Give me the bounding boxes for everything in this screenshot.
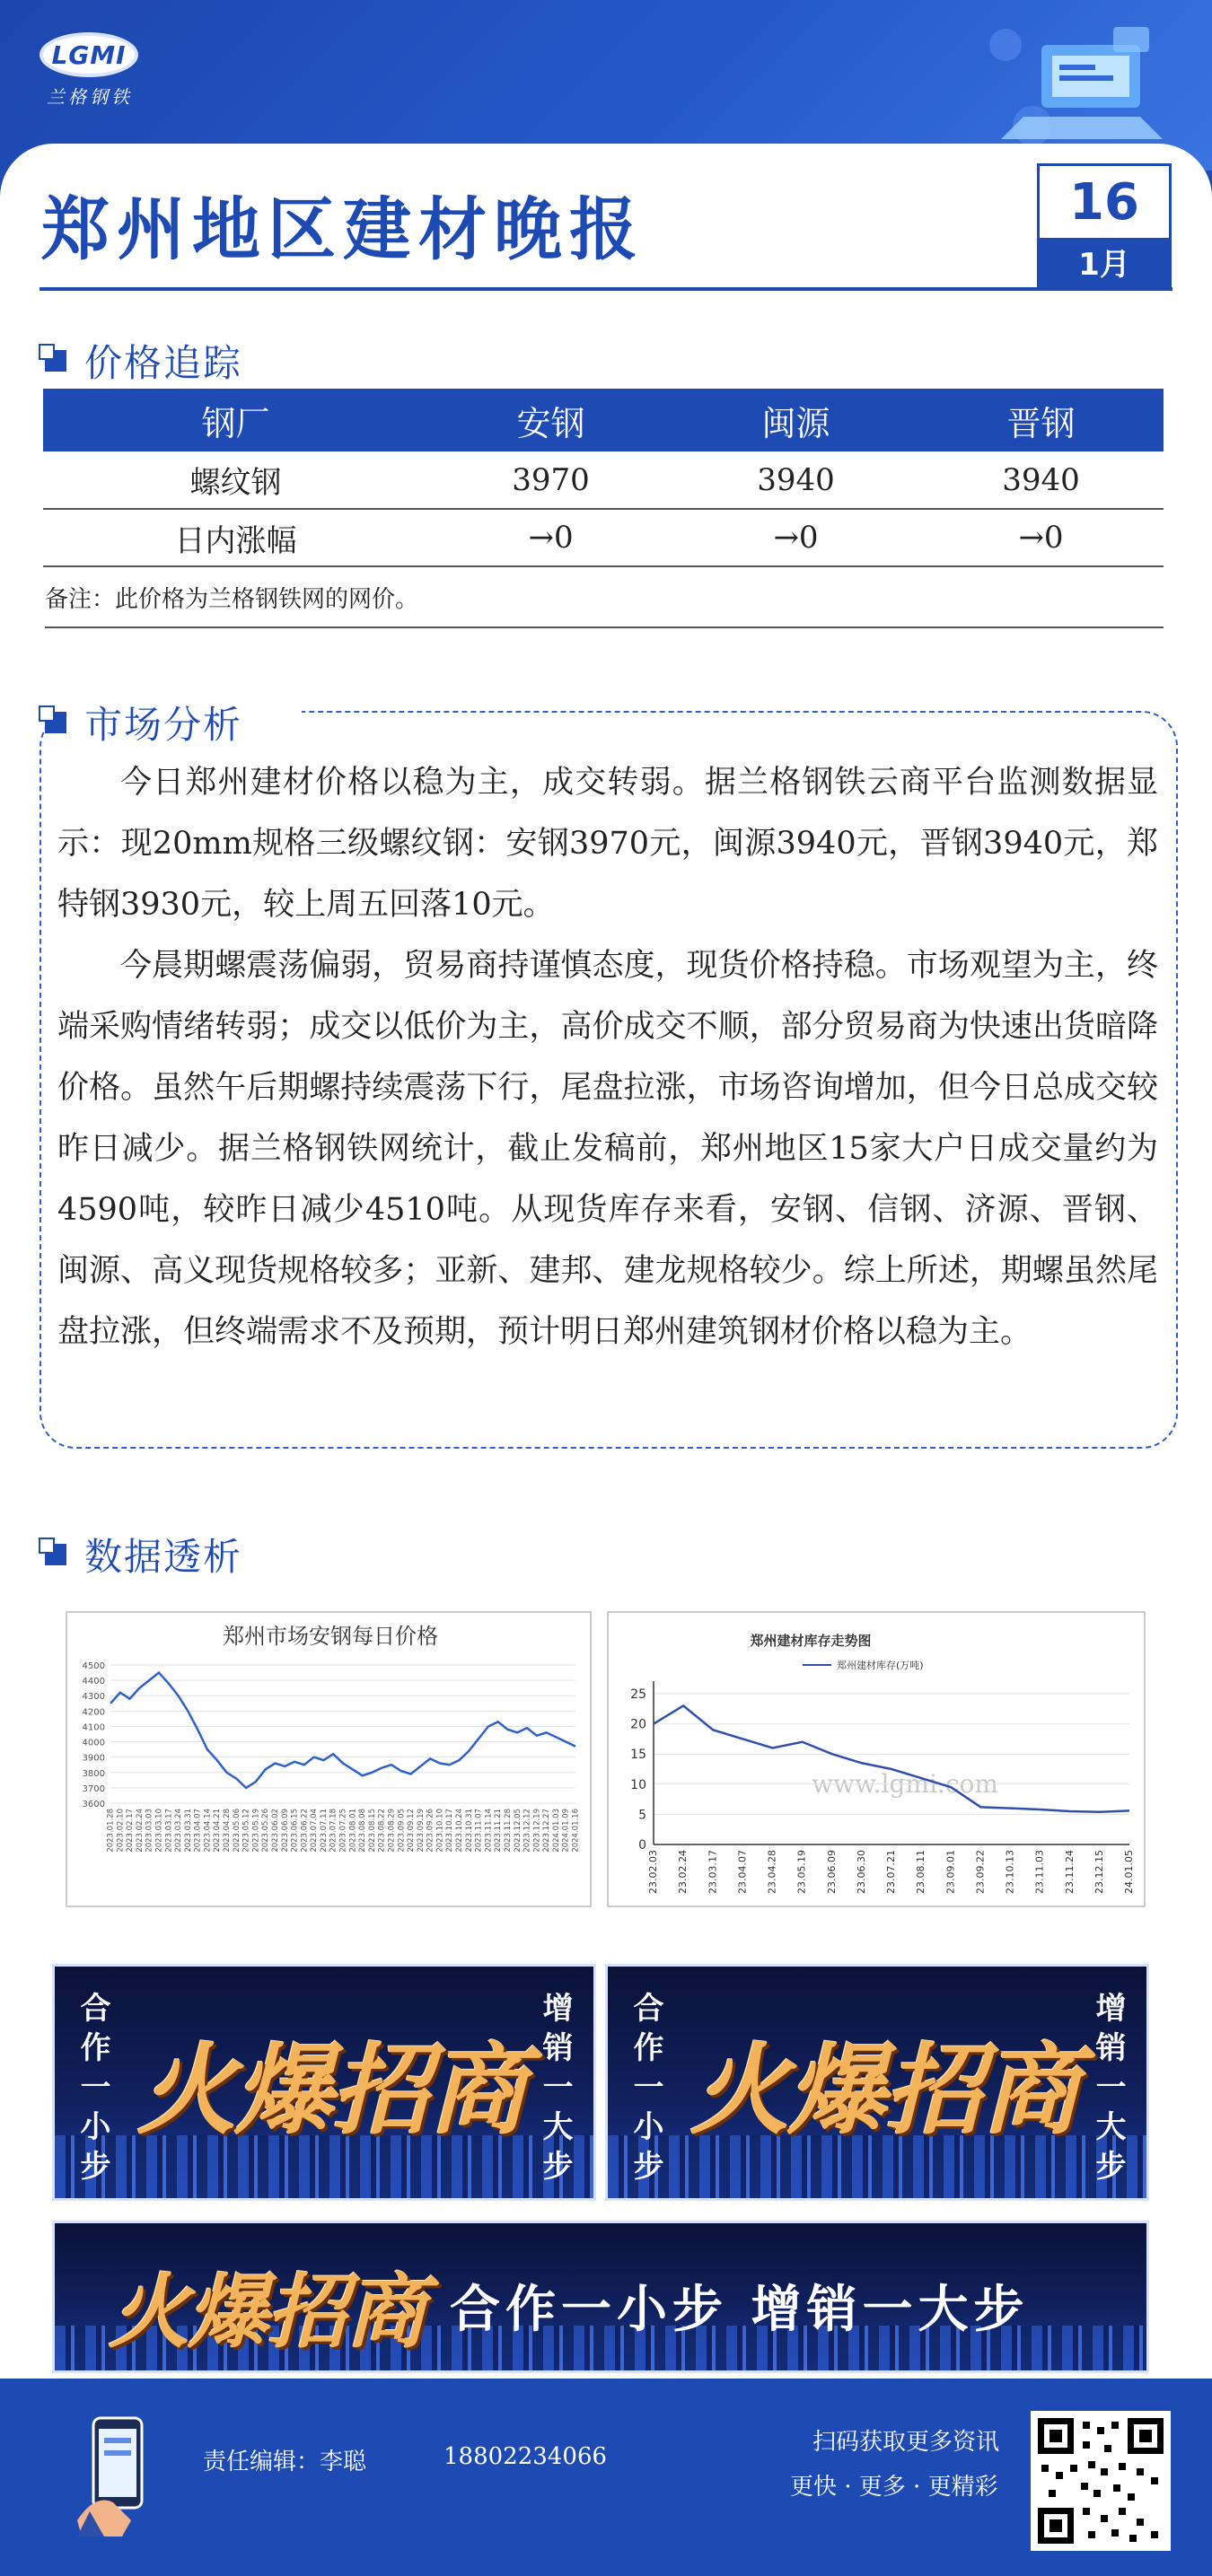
x-tick-label: 2023.02.10 [116,1809,126,1853]
x-tick-label: 23.11.24 [1063,1850,1076,1894]
table-row [43,509,1164,566]
y-tick-label: 3700 [82,1783,105,1794]
report-title: 郑州地区建材晚报 [41,189,645,269]
y-tick-label: 4000 [82,1738,105,1748]
x-tick-label: 23.04.28 [766,1850,778,1894]
x-tick-label: 2023.03.10 [154,1809,164,1853]
x-tick-label: 2023.10.31 [464,1809,474,1853]
x-tick-label: 2023.03.24 [174,1809,184,1853]
watermark-text: www.lgmi.com [812,1769,998,1799]
x-tick-label: 24.01.05 [1123,1850,1135,1894]
x-tick-label: 2023.10.10 [435,1809,445,1853]
footer-qr-caption: 扫码获取更多资讯 [812,2429,1000,2456]
x-tick-label: 2023.12.27 [542,1809,552,1853]
y-tick-label: 4300 [82,1692,105,1703]
title-divider [40,287,1172,291]
price-note: 备注：此价格为兰格钢铁网的网价。 [45,574,1164,628]
table-cell: →0 [428,509,673,566]
ad-vertical-text: 增销一大步 [537,1992,573,2189]
footer-phone: 18802234066 [444,2443,607,2470]
x-tick-label: 2023.10.17 [445,1809,455,1853]
price-chart-svg [67,1613,593,1909]
logo-company-name: 兰格钢铁 [47,86,133,108]
x-tick-label: 2023.08.22 [377,1809,387,1853]
date-badge [1037,163,1172,287]
x-tick-label: 23.05.19 [795,1850,808,1894]
table-cell: →0 [918,509,1164,566]
ad-headline: 火爆招商 [137,2032,525,2148]
price-series-line [110,1673,575,1788]
y-tick-label: 4400 [82,1677,105,1687]
x-tick-label: 2023.12.05 [513,1809,523,1853]
price-section-heading: 价格追踪 [45,334,242,388]
x-tick-label: 2023.05.12 [242,1809,251,1853]
x-tick-label: 2023.06.15 [290,1809,300,1853]
x-tick-label: 2023.02.17 [126,1809,136,1853]
x-tick-label: 23.09.01 [944,1850,957,1894]
chart-title: 郑州市场安钢每日价格 [223,1624,438,1649]
ad-banner-wide[interactable] [52,2221,1149,2373]
lgmi-logo: LGMI [40,32,138,77]
y-tick-label: 25 [630,1687,646,1702]
y-tick-label: 3800 [82,1768,105,1779]
x-tick-label: 2023.11.14 [484,1809,494,1853]
y-tick-label: 5 [638,1808,646,1823]
x-tick-label: 2023.08.15 [367,1809,377,1853]
x-tick-label: 23.10.13 [1004,1850,1016,1894]
x-tick-label: 2023.05.26 [261,1809,271,1853]
x-tick-label: 2023.12.12 [523,1809,532,1853]
date-month: 1月 [1040,238,1169,285]
footer-tagline: 更快 · 更多 · 更精彩 [790,2474,998,2501]
x-tick-label: 2023.11.28 [503,1809,513,1853]
date-day: 16 [1069,172,1139,232]
x-tick-label: 2023.03.17 [164,1809,174,1853]
section-square-icon [45,712,66,733]
price-table [43,389,1164,567]
x-tick-label: 23.11.03 [1033,1850,1046,1894]
x-tick-label: 2023.08.01 [348,1809,358,1853]
y-tick-label: 4200 [82,1707,105,1718]
price-line-chart [66,1611,592,1907]
x-tick-label: 23.08.11 [915,1850,927,1894]
footer-editor: 责任编辑：李聪 [203,2449,367,2475]
analysis-paragraph: 今日郑州建材价格以稳为主，成交转弱。据兰格钢铁云商平台监测数据显示：现20mm规格三级螺纹钢：安钢3970元，闽源3940元，晋钢3940元，郑特钢3930元，较上周五回落10元。 [57,765,1158,923]
table-cell: 日内涨幅 [43,509,428,566]
table-cell: →0 [673,509,918,566]
y-tick-label: 4100 [82,1722,105,1733]
ad-headline: 火爆招商 [109,2265,425,2360]
x-tick-label: 2023.07.18 [329,1809,338,1853]
ad-banner-right[interactable] [605,1964,1149,2201]
x-tick-label: 23.02.03 [647,1850,659,1894]
x-tick-label: 23.02.24 [677,1850,689,1894]
x-tick-label: 2024.01.09 [561,1809,571,1853]
x-tick-label: 2023.06.09 [280,1809,290,1853]
x-tick-label: 23.04.07 [736,1850,749,1894]
table-row [43,451,1164,509]
ad-headline: 火爆招商 [690,2032,1078,2148]
ad-vertical-text: 合作一小步 [628,1992,663,2189]
table-cell: 螺纹钢 [43,451,428,509]
chart-title: 郑州建材库存走势图 [750,1633,872,1649]
y-tick-label: 15 [630,1748,646,1763]
x-tick-label: 2023.02.24 [135,1809,145,1853]
price-table-header [43,389,1164,451]
x-tick-label: 2023.12.19 [532,1809,542,1853]
x-tick-label: 2023.09.12 [407,1809,417,1853]
section-square-icon [45,350,66,372]
y-tick-label: 4500 [82,1661,105,1671]
col-header: 钢厂 [43,389,428,451]
y-tick-label: 20 [630,1717,646,1732]
x-tick-label: 2024.01.03 [551,1809,561,1853]
x-tick-label: 2023.06.22 [300,1809,310,1853]
x-tick-label: 2023.04.21 [213,1809,223,1853]
x-tick-label: 2023.05.06 [232,1809,242,1853]
ad-vertical-text: 合作一小步 [75,1992,110,2189]
x-tick-label: 2023.07.11 [319,1809,329,1853]
x-tick-label: 2023.10.24 [455,1809,464,1853]
analysis-paragraph: 今晨期螺震荡偏弱，贸易商持谨慎态度，现货价格持稳。市场观望为主，终端采购情绪转弱；成交以低价为主，高价成交不顺，部分贸易商为快速出货暗降价格。虽然午后期螺持续震荡下行，尾盘拉涨，市场咨询增加，但今日总成交较昨日减少。据兰格钢铁网统计，截止发稿前，郑州地区15家大户日成交量约为4590吨，较昨日减少4510吨。从现货库存来看，安钢、信钢、济源、晋钢、闽源、高义现货规格较多；亚新、建邦、建龙规格较少。综上所述，期螺虽然尾盘拉涨，但终端需求不及预期，预计明日郑州建筑钢材价格以稳为主。 [57,948,1158,1350]
col-header: 晋钢 [918,389,1164,451]
y-tick-label: 3900 [82,1753,105,1764]
phone-hand-icon [77,2413,158,2538]
y-tick-label: 3600 [82,1800,105,1809]
x-tick-label: 2023.09.19 [416,1809,426,1853]
x-tick-label: 2023.09.26 [426,1809,435,1853]
tech-decoration-icon [970,18,1176,153]
data-section-heading: 数据透析 [45,1528,242,1582]
x-tick-label: 23.12.15 [1093,1850,1105,1894]
legend-label: 郑州建材库存(万吨) [837,1660,924,1671]
x-tick-label: 2023.04.07 [193,1809,203,1853]
y-tick-label: 10 [630,1777,646,1792]
ad-vertical-text: 增销一大步 [1090,1992,1126,2189]
x-tick-label: 23.06.09 [825,1850,838,1894]
x-tick-label: 2023.04.28 [223,1809,232,1853]
col-header: 闽源 [673,389,918,451]
x-tick-label: 2023.09.05 [397,1809,407,1853]
x-tick-label: 2023.01.28 [106,1809,116,1853]
x-tick-label: 2023.04.14 [203,1809,213,1853]
table-cell: 3940 [918,451,1164,509]
x-tick-label: 2023.06.02 [270,1809,280,1853]
x-tick-label: 2023.11.07 [474,1809,484,1853]
x-tick-label: 2023.07.25 [338,1809,348,1853]
x-tick-label: 2023.03.03 [145,1809,154,1853]
x-tick-label: 23.03.17 [707,1850,719,1894]
y-tick-label: 0 [638,1838,646,1853]
analysis-section-heading: 市场分析 [45,696,242,749]
table-cell: 3970 [428,451,673,509]
inventory-line-chart [607,1611,1146,1907]
x-tick-label: 23.09.22 [974,1850,987,1894]
table-cell: 3940 [673,451,918,509]
col-header: 安钢 [428,389,673,451]
ad-banner-left[interactable] [52,1964,596,2201]
inventory-chart-svg [609,1613,1147,1909]
ad-slogan: 合作一小步 增销一大步 [450,2281,1030,2339]
x-tick-label: 23.07.21 [885,1850,897,1894]
x-tick-label: 2024.01.16 [571,1809,581,1853]
section-square-icon [45,1544,66,1565]
x-tick-label: 23.06.30 [855,1850,867,1894]
x-tick-label: 2023.07.04 [310,1809,320,1853]
x-tick-label: 2023.08.29 [387,1809,397,1853]
x-tick-label: 2023.11.21 [494,1809,504,1853]
x-tick-label: 2023.08.08 [358,1809,368,1853]
qr-code-icon[interactable] [1031,2411,1171,2551]
x-tick-label: 2023.03.31 [183,1809,193,1853]
x-tick-label: 2023.05.19 [251,1809,261,1853]
